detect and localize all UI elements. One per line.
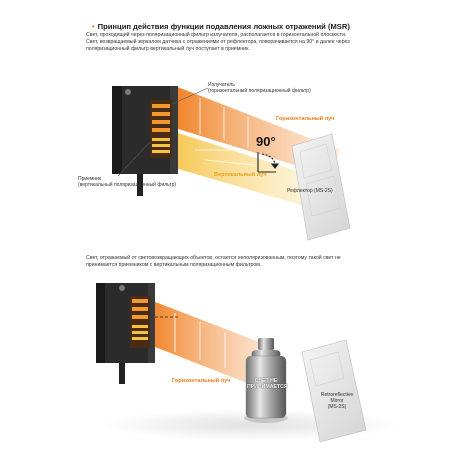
title-bullet: • <box>92 22 95 31</box>
bottle-text-line: СВЕТ НЕ <box>254 378 278 384</box>
sensor-lower <box>96 283 155 384</box>
reflector-label: Рефлектор (MS-2S) <box>287 188 333 194</box>
intro-line: Свет, возвращаемый зеркалом датчика с отражениями от рефлектора, поворачивается на 90° и далее через <box>86 39 350 45</box>
emitter-label-line: (горизонтальный поляризационный фильтр) <box>208 88 311 95</box>
emitter-label-line: Излучатель <box>208 82 235 88</box>
reflector-plate-upper <box>292 134 350 240</box>
bottle-text-line: ПРИНИМАЕТСЯ <box>247 384 288 391</box>
receiver-label <box>78 176 176 188</box>
lower-diagram <box>96 283 400 442</box>
intro-line: поляризационный фильтр вертикальный луч поступает в приемник. <box>86 46 250 52</box>
receiver-label-line: Приемник <box>78 176 102 182</box>
mirror-label-line: (MS-2S) <box>327 404 347 410</box>
second-line: Свет, отражаемый от световозвращающих объектов, остается неполяризованным, поэтому такой свет не <box>86 255 341 261</box>
title-text: Принцип действия функции подавления ложных отражений (MSR) <box>97 22 350 31</box>
second-paragraph <box>86 255 386 269</box>
second-line: принимается приемником с вертикальным поляризационным фильтром. <box>86 262 262 268</box>
emitter-label <box>208 82 311 94</box>
angle-label: 90° <box>256 134 276 149</box>
mirror-label <box>314 392 360 410</box>
intro-paragraph <box>86 32 386 53</box>
mirror-label-line: Retroreflective <box>320 392 354 398</box>
bottle-text <box>247 378 288 391</box>
horizontal-beam-label: Горизонтальный луч <box>276 116 335 122</box>
intro-line: Свет, проходящий через поляризационный фильтр излучателя, располагается в горизонтальной плоскости. <box>86 32 347 38</box>
vertical-beam-label: Вертикальный луч <box>214 172 267 178</box>
upper-diagram <box>112 86 350 240</box>
page-title <box>92 22 412 31</box>
mirror-label-line: Mirror <box>330 398 344 404</box>
horizontal-beam-label-lower: Горизонтальный луч <box>172 378 231 384</box>
receiver-label-line: (вертикальный поляризационный фильтр) <box>78 182 177 189</box>
